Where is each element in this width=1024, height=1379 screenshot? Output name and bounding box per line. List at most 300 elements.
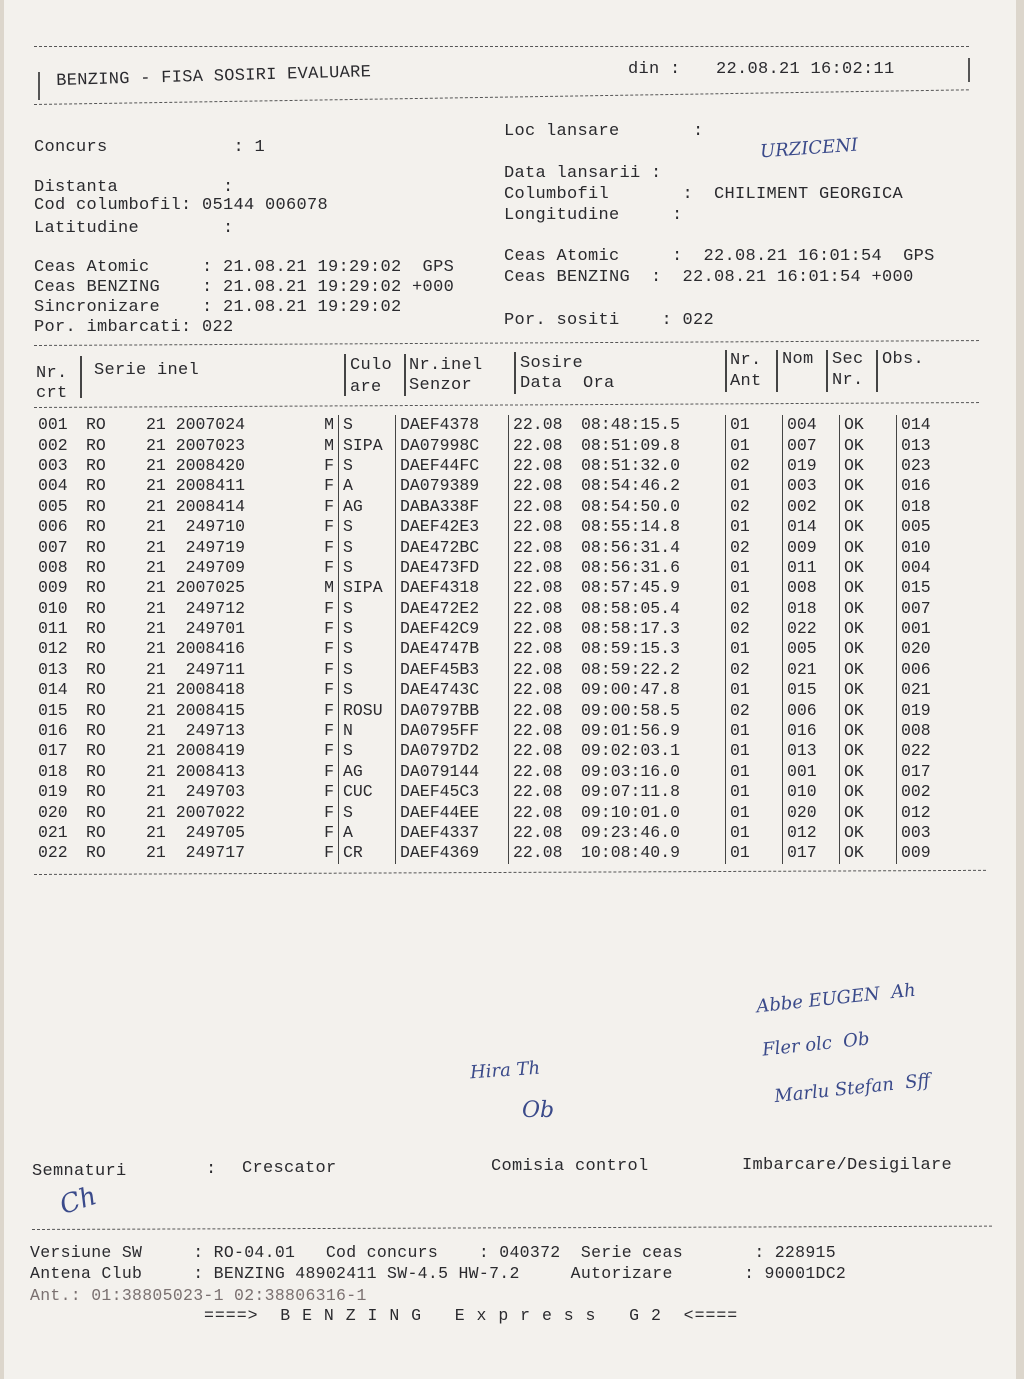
cell-nom: 014 — [783, 517, 840, 537]
ceas-atomic-left: Ceas Atomic : 21.08.21 19:29:02 GPS — [34, 258, 455, 277]
cell-antenna: 01 — [726, 415, 783, 435]
cell-arrival-date: 22.08 — [509, 660, 578, 680]
cell-obs: 005 — [897, 517, 954, 537]
col-header-serie: Serie inel — [94, 361, 200, 380]
cell-nom: 004 — [783, 415, 840, 435]
cell-country: RO — [86, 823, 106, 842]
cell-nom: 019 — [783, 456, 840, 476]
cell-ring-serial: 21 2007023 — [146, 435, 246, 455]
cell-color: A — [339, 476, 396, 496]
cell-sex: F — [324, 517, 334, 537]
cell-arrival-time: 08:58:17.3 — [581, 619, 681, 639]
longitudine-line: Longitudine : — [504, 206, 683, 225]
cell-sec: OK — [840, 435, 897, 455]
cell-sensor: DAE4743C — [396, 680, 509, 700]
cell-antenna: 01 — [726, 680, 783, 700]
cell-nom: 008 — [783, 578, 840, 598]
cell-color: A — [339, 823, 396, 843]
cell-antenna: 01 — [726, 435, 783, 455]
table-row — [34, 823, 953, 843]
cell-color: S — [339, 537, 396, 557]
cell-country: RO — [86, 639, 106, 659]
cell-arrival-time: 09:00:58.5 — [581, 700, 681, 720]
cell-nom: 006 — [783, 700, 840, 720]
cell-obs: 002 — [897, 782, 954, 802]
col-header-data-ora: Data Ora — [520, 374, 615, 393]
cell-antenna: 02 — [726, 619, 783, 639]
cell-obs: 001 — [897, 619, 954, 639]
cell-row-nr: 020 — [38, 802, 68, 822]
cell-row-nr: 012 — [38, 639, 68, 659]
cell-antenna: 01 — [726, 721, 783, 741]
cell-arrival-time: 08:51:32.0 — [581, 455, 681, 475]
cell-sec: OK — [840, 782, 897, 802]
cell-color: S — [339, 741, 396, 761]
cell-sex: F — [324, 782, 334, 802]
cell-sensor: DAE473FD — [396, 558, 509, 578]
cell-color: ROSU — [339, 700, 396, 720]
cell-country: RO — [86, 700, 106, 720]
cell-antenna: 02 — [726, 537, 783, 557]
cell-sensor: DAEF45C3 — [396, 782, 509, 802]
col-header-sosire: Sosire — [520, 354, 584, 373]
cell-country: RO — [86, 578, 106, 598]
cell-sex: F — [324, 700, 334, 720]
cell-row-nr: 017 — [38, 741, 68, 761]
cell-sensor: DA079144 — [396, 762, 509, 782]
cell-sec: OK — [840, 537, 897, 557]
cell-sensor: DAE472E2 — [396, 599, 509, 619]
data-lansarii-line: Data lansarii : — [504, 164, 662, 183]
columbofil-line: Columbofil : CHILIMENT GEORGICA — [504, 185, 904, 204]
cell-arrival-date: 22.08 — [509, 476, 578, 496]
cell-sensor: DAEF4337 — [396, 823, 509, 843]
cell-sex: F — [324, 802, 334, 822]
cell-nom: 017 — [783, 843, 840, 863]
loc-lansare-line: Loc lansare : — [504, 122, 704, 141]
cell-arrival-date: 22.08 — [509, 762, 578, 782]
cell-antenna: 01 — [726, 741, 783, 761]
cell-sex: F — [324, 721, 334, 741]
cell-arrival-time: 08:54:46.2 — [581, 476, 681, 496]
cell-color: S — [339, 558, 396, 578]
cell-ring-serial: 21 249709 — [146, 557, 246, 577]
cell-ring-serial: 21 2007025 — [146, 578, 246, 598]
report-date-label: din : — [628, 60, 681, 79]
cell-country: RO — [86, 659, 106, 679]
cell-arrival-date: 22.08 — [509, 741, 578, 761]
cell-country: RO — [86, 415, 106, 435]
cell-nom: 015 — [783, 680, 840, 700]
cell-sec: OK — [840, 823, 897, 843]
footer-line-1: Versiune SW : RO-04.01 Cod concurs : 040372 Serie ceas : 228915 — [30, 1243, 836, 1262]
table-row — [34, 700, 953, 720]
cell-obs: 023 — [897, 456, 954, 476]
cell-obs: 015 — [897, 578, 954, 598]
footer-top-rule — [32, 1226, 992, 1230]
cell-sensor: DA0795FF — [396, 721, 509, 741]
table-row — [34, 456, 953, 476]
cell-country: RO — [86, 537, 106, 557]
cell-row-nr: 016 — [38, 721, 68, 741]
cell-sex: F — [324, 476, 334, 496]
cell-sex: F — [324, 741, 334, 761]
table-row — [34, 578, 953, 598]
table-row — [34, 435, 953, 455]
cell-color: S — [339, 619, 396, 639]
cell-arrival-date: 22.08 — [509, 700, 578, 720]
cell-sex: F — [324, 639, 334, 659]
table-header-bottom-rule — [34, 402, 979, 408]
cell-arrival-time: 09:00:47.8 — [581, 680, 681, 700]
cell-arrival-date: 22.08 — [509, 680, 578, 700]
cell-obs: 004 — [897, 558, 954, 578]
cell-arrival-time: 08:58:05.4 — [581, 598, 681, 618]
cell-sec: OK — [840, 456, 897, 476]
cell-sex: F — [324, 496, 334, 516]
cell-row-nr: 019 — [38, 782, 68, 802]
header-right-border — [968, 58, 970, 82]
cell-sec: OK — [840, 802, 897, 822]
cell-arrival-time: 08:48:15.5 — [581, 415, 681, 435]
table-bottom-rule — [34, 870, 986, 875]
concurs-line: Concurs : 1 — [34, 138, 266, 157]
footer-line-3: Ant.: 01:38805023-1 02:38806316-1 — [30, 1286, 367, 1305]
cell-arrival-date: 22.08 — [509, 639, 578, 659]
cell-sec: OK — [840, 558, 897, 578]
sincronizare-line: Sincronizare : 21.08.21 19:29:02 — [34, 298, 402, 317]
cell-obs: 013 — [897, 435, 954, 455]
cell-arrival-date: 22.08 — [509, 721, 578, 741]
crescator-label: Crescator — [242, 1159, 337, 1178]
cell-arrival-time: 08:51:09.8 — [581, 435, 681, 455]
cell-antenna: 01 — [726, 578, 783, 598]
cell-obs: 019 — [897, 700, 954, 720]
handwritten-signature-5: Ob — [522, 1098, 555, 1123]
cell-row-nr: 010 — [38, 598, 68, 618]
cell-row-nr: 001 — [38, 415, 68, 435]
table-row — [34, 741, 953, 761]
cell-country: RO — [86, 557, 106, 577]
cell-ring-serial: 21 249703 — [146, 782, 246, 802]
cell-sec: OK — [840, 762, 897, 782]
header-sep — [876, 350, 878, 392]
header-sep — [404, 354, 406, 396]
cell-obs: 020 — [897, 639, 954, 659]
cell-arrival-date: 22.08 — [509, 537, 578, 557]
header-sep — [80, 356, 82, 398]
cell-color: CR — [339, 843, 396, 863]
cell-sec: OK — [840, 599, 897, 619]
cell-ring-serial: 21 249712 — [146, 598, 246, 618]
cell-sec: OK — [840, 517, 897, 537]
cell-ring-serial: 21 249719 — [146, 537, 246, 557]
printout-sheet — [4, 0, 1016, 1379]
cell-ring-serial: 21 2008414 — [146, 496, 246, 516]
cell-color: AG — [339, 762, 396, 782]
col-header-nr: Nr. — [36, 364, 68, 383]
cell-ring-serial: 21 249717 — [146, 843, 246, 863]
table-header-top-rule — [34, 340, 979, 346]
cell-antenna: 01 — [726, 782, 783, 802]
cell-ring-serial: 21 249711 — [146, 659, 246, 679]
cell-row-nr: 018 — [38, 761, 68, 781]
cell-arrival-time: 09:07:11.8 — [581, 782, 681, 802]
report-title: BENZING - FISA SOSIRI EVALUARE — [56, 63, 372, 91]
cell-nom: 003 — [783, 476, 840, 496]
table-row — [34, 680, 953, 700]
cell-nom: 020 — [783, 802, 840, 822]
table-row — [34, 497, 953, 517]
cell-sec: OK — [840, 680, 897, 700]
cell-color: N — [339, 721, 396, 741]
cell-obs: 003 — [897, 823, 954, 843]
cell-nom: 005 — [783, 639, 840, 659]
cell-sensor: DABA338F — [396, 497, 509, 517]
ceas-atomic-right: Ceas Atomic : 22.08.21 16:01:54 GPS — [504, 247, 935, 266]
cell-country: RO — [86, 598, 106, 618]
cell-obs: 016 — [897, 476, 954, 496]
cell-arrival-date: 22.08 — [509, 558, 578, 578]
cell-ring-serial: 21 2007022 — [146, 802, 246, 822]
cell-arrival-time: 09:01:56.9 — [581, 721, 681, 741]
cell-sensor: DAE4747B — [396, 639, 509, 659]
report-date-value: 22.08.21 16:02:11 — [716, 60, 895, 79]
cell-country: RO — [86, 741, 106, 761]
cell-country: RO — [86, 721, 106, 741]
loc-lansare-handwritten: URZICENI — [759, 134, 859, 163]
cell-arrival-date: 22.08 — [509, 578, 578, 598]
col-header-senzor: Senzor — [409, 376, 473, 395]
cell-arrival-time: 08:54:50.0 — [581, 496, 681, 516]
cell-sex: F — [324, 557, 334, 577]
cell-color: SIPA — [339, 435, 396, 455]
cell-obs: 021 — [897, 680, 954, 700]
table-row — [34, 558, 953, 578]
cell-country: RO — [86, 802, 106, 822]
cell-ring-serial: 21 2008418 — [146, 680, 246, 700]
table-row — [34, 843, 953, 863]
handwritten-signature-4: Hira Th — [469, 1057, 541, 1084]
cell-arrival-date: 22.08 — [509, 823, 578, 843]
cell-nom: 010 — [783, 782, 840, 802]
handwritten-signature-6: Ch — [56, 1181, 101, 1221]
footer-line-2: Antena Club : BENZING 48902411 SW-4.5 HW-7.2 Autorizare : 90001DC2 — [30, 1264, 847, 1283]
cell-sensor: DA0797BB — [396, 700, 509, 720]
cell-arrival-date: 22.08 — [509, 782, 578, 802]
cell-arrival-time: 08:57:45.9 — [581, 578, 681, 598]
cell-nom: 021 — [783, 660, 840, 680]
col-header-culo: Culo — [350, 356, 393, 375]
table-row — [34, 639, 953, 659]
cell-row-nr: 009 — [38, 578, 68, 598]
cell-arrival-date: 22.08 — [509, 456, 578, 476]
handwritten-signature-3: Marlu Stefan Sff — [773, 1069, 932, 1108]
cell-nom: 022 — [783, 619, 840, 639]
table-row — [34, 517, 953, 537]
cell-obs: 010 — [897, 537, 954, 557]
cell-sec: OK — [840, 721, 897, 741]
comisia-label: Comisia control — [491, 1157, 649, 1176]
cell-sec: OK — [840, 619, 897, 639]
cell-obs: 008 — [897, 721, 954, 741]
cod-columbofil-line: Cod columbofil: 05144 006078 — [34, 196, 329, 215]
cell-nom: 007 — [783, 435, 840, 455]
cell-sex: F — [324, 537, 334, 557]
table-row — [34, 476, 953, 496]
cell-obs: 018 — [897, 497, 954, 517]
col-header-nr-ant-2: Ant — [730, 372, 762, 391]
cell-sensor: DAEF45B3 — [396, 660, 509, 680]
cell-sec: OK — [840, 578, 897, 598]
ceas-benzing-right: Ceas BENZING : 22.08.21 16:01:54 +000 — [504, 268, 914, 287]
cell-color: S — [339, 517, 396, 537]
cell-nom: 001 — [783, 762, 840, 782]
imbarcare-label: Imbarcare/Desigilare — [742, 1156, 953, 1175]
cell-sensor: DAEF44FC — [396, 456, 509, 476]
cell-ring-serial: 21 2008416 — [146, 639, 246, 659]
cell-color: S — [339, 802, 396, 822]
header-sep — [514, 352, 516, 394]
cell-sec: OK — [840, 476, 897, 496]
cell-color: S — [339, 680, 396, 700]
cell-country: RO — [86, 435, 106, 455]
cell-country: RO — [86, 455, 106, 475]
header-sep — [725, 350, 727, 392]
cell-ring-serial: 21 2008411 — [146, 476, 246, 496]
col-header-sec-2: Nr. — [832, 371, 864, 390]
cell-arrival-date: 22.08 — [509, 802, 578, 822]
cell-sex: F — [324, 455, 334, 475]
cell-sensor: DAEF42E3 — [396, 517, 509, 537]
cell-arrival-time: 08:55:14.8 — [581, 517, 681, 537]
table-row — [34, 802, 953, 822]
cell-arrival-time: 08:59:15.3 — [581, 639, 681, 659]
cell-sensor: DAEF4378 — [396, 415, 509, 435]
cell-sec: OK — [840, 700, 897, 720]
cell-arrival-time: 09:03:16.0 — [581, 761, 681, 781]
cell-antenna: 01 — [726, 843, 783, 863]
cell-sex: F — [324, 598, 334, 618]
cell-country: RO — [86, 619, 106, 639]
cell-row-nr: 008 — [38, 557, 68, 577]
header-bottom-rule — [34, 89, 969, 105]
cell-row-nr: 006 — [38, 517, 68, 537]
cell-sec: OK — [840, 415, 897, 435]
cell-antenna: 02 — [726, 497, 783, 517]
cell-ring-serial: 21 2008415 — [146, 700, 246, 720]
cell-sex: F — [324, 843, 334, 863]
cell-nom: 013 — [783, 741, 840, 761]
col-header-crt: crt — [36, 384, 68, 403]
cell-sex: M — [324, 415, 334, 435]
col-header-nrinel: Nr.inel — [409, 356, 483, 375]
cell-country: RO — [86, 496, 106, 516]
sosiri-table-body — [34, 415, 953, 864]
cell-arrival-date: 22.08 — [509, 497, 578, 517]
cell-sensor: DA0797D2 — [396, 741, 509, 761]
cell-row-nr: 011 — [38, 619, 68, 639]
cell-arrival-date: 22.08 — [509, 599, 578, 619]
cell-arrival-time: 10:08:40.9 — [581, 843, 681, 863]
cell-nom: 011 — [783, 558, 840, 578]
cell-sec: OK — [840, 741, 897, 761]
cell-arrival-date: 22.08 — [509, 517, 578, 537]
cell-sex: M — [324, 435, 334, 455]
distanta-line: Distanta : — [34, 178, 234, 197]
col-header-are: are — [350, 378, 382, 397]
cell-arrival-date: 22.08 — [509, 435, 578, 455]
cell-antenna: 02 — [726, 660, 783, 680]
cell-country: RO — [86, 476, 106, 496]
cell-antenna: 01 — [726, 558, 783, 578]
cell-antenna: 02 — [726, 700, 783, 720]
cell-arrival-date: 22.08 — [509, 415, 578, 435]
cell-row-nr: 013 — [38, 659, 68, 679]
cell-row-nr: 003 — [38, 455, 68, 475]
cell-antenna: 01 — [726, 639, 783, 659]
cell-sensor: DAEF4369 — [396, 843, 509, 863]
cell-ring-serial: 21 249710 — [146, 517, 246, 537]
cell-country: RO — [86, 517, 106, 537]
header-top-rule — [34, 46, 969, 47]
cell-sensor: DAEF44EE — [396, 802, 509, 822]
cell-color: AG — [339, 497, 396, 517]
cell-color: S — [339, 599, 396, 619]
cell-ring-serial: 21 2007024 — [146, 415, 246, 435]
cell-color: CUC — [339, 782, 396, 802]
cell-obs: 009 — [897, 843, 954, 863]
cell-arrival-time: 08:56:31.4 — [581, 537, 681, 557]
cell-obs: 014 — [897, 415, 954, 435]
cell-sensor: DAEF4318 — [396, 578, 509, 598]
cell-sex: F — [324, 680, 334, 700]
cell-arrival-time: 09:23:46.0 — [581, 823, 681, 842]
handwritten-signature-1: Abbe EUGEN Ah — [755, 979, 917, 1018]
cell-color: S — [339, 639, 396, 659]
cell-country: RO — [86, 782, 106, 802]
cell-antenna: 01 — [726, 823, 783, 843]
cell-sex: F — [324, 761, 334, 781]
cell-row-nr: 015 — [38, 700, 68, 720]
cell-ring-serial: 21 2008413 — [146, 761, 246, 781]
cell-obs: 022 — [897, 741, 954, 761]
cell-arrival-time: 09:10:01.0 — [581, 802, 681, 822]
cell-antenna: 01 — [726, 476, 783, 496]
table-row — [34, 782, 953, 802]
table-row — [34, 619, 953, 639]
col-header-nr-ant-1: Nr. — [730, 351, 762, 370]
header-sep — [776, 350, 778, 392]
cell-nom: 002 — [783, 497, 840, 517]
col-header-nom: Nom — [782, 350, 814, 369]
cell-ring-serial: 21 249701 — [146, 619, 246, 639]
semnaturi-label: Semnaturi — [32, 1162, 127, 1181]
cell-sex: F — [324, 823, 334, 842]
handwritten-signature-2: Fler olc Ob — [761, 1028, 871, 1061]
cell-sec: OK — [840, 639, 897, 659]
cell-arrival-date: 22.08 — [509, 619, 578, 639]
header-sep — [826, 350, 828, 392]
cell-nom: 012 — [783, 823, 840, 843]
cell-country: RO — [86, 680, 106, 700]
cell-arrival-date: 22.08 — [509, 843, 578, 863]
table-row — [34, 599, 953, 619]
col-header-obs: Obs. — [882, 350, 925, 369]
ceas-benzing-left: Ceas BENZING : 21.08.21 19:29:02 +000 — [34, 278, 455, 297]
por-imbarcati-line: Por. imbarcati: 022 — [34, 318, 234, 337]
sosiri-table — [34, 415, 953, 864]
